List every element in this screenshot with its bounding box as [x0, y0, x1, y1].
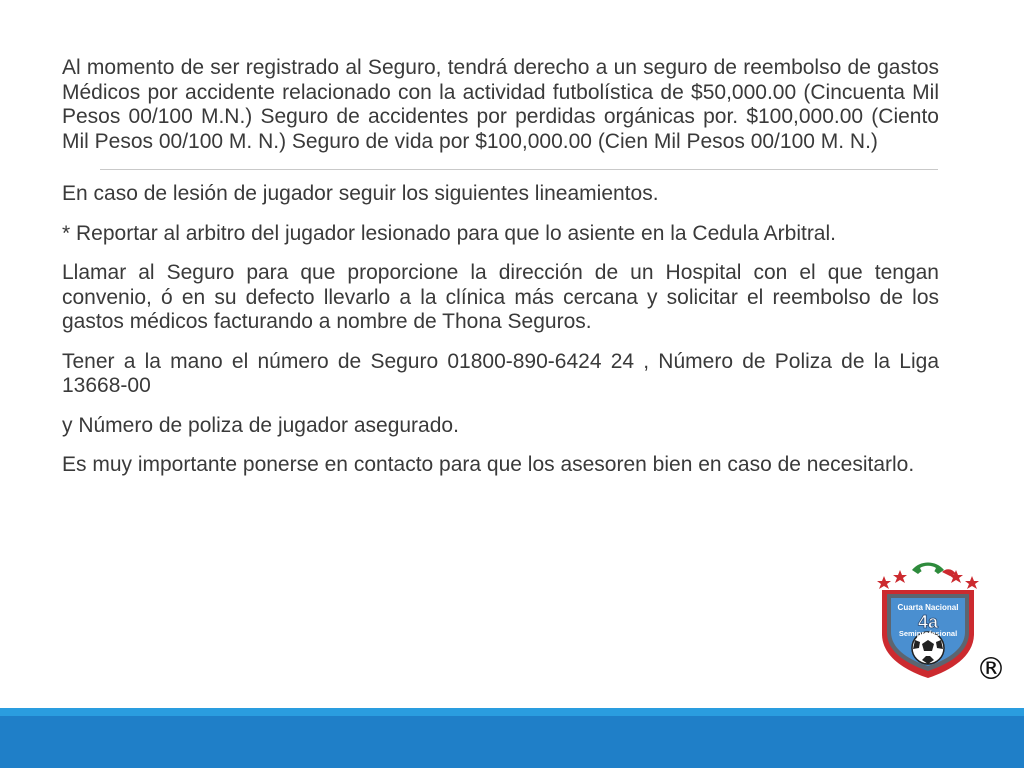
paragraph-insurance-coverage: Al momento de ser registrado al Seguro, tendrá derecho a un seguro de reembolso de gastos Médicos por accidente relacionado con la actividad futbolística de $50,000.00 (Cincuenta Mil Pesos 00/100 M.N.) Seguro de accidentes por perdidas orgánicas por. $100,000.00 (Ciento Mil Pesos 00/100 M. N.) Seguro de vida por $100,000.00 (Cien Mil Pesos 00/100 M. N.): [62, 56, 939, 153]
paragraph-contact-advice: Es muy importante ponerse en contacto para que los asesoren bien en caso de necesitarlo.: [62, 453, 915, 476]
logo-top-text: Cuarta Nacional: [897, 603, 959, 612]
footer-bar: [0, 716, 1024, 768]
slide-body: [62, 56, 939, 493]
paragraph-insurance-numbers: Tener a la mano el número de Seguro 01800-890-6424 24 , Número de Poliza de la Liga 13668-00: [62, 349, 939, 397]
paragraph-player-policy: y Número de poliza de jugador asegurado.: [62, 413, 459, 437]
paragraph-call-insurance: Llamar al Seguro para que proporcione la dirección de un Hospital con el que tengan convenio, ó en su defecto llevarlo a la clínica más cercana y solicitar el reembolso de los gastos médicos facturando a nombre de Thona Seguros.: [62, 261, 939, 333]
registered-mark: ®: [976, 652, 1006, 687]
league-shield-logo: [876, 556, 980, 680]
logo-number: 4a: [917, 612, 939, 632]
paragraph-report-referee: * Reportar al arbitro del jugador lesionado para que lo asiente en la Cedula Arbitral.: [62, 221, 836, 245]
logo-bottom-text: Semiprofesional: [898, 629, 958, 638]
stars-icon: [877, 570, 979, 589]
divider-line: [100, 169, 938, 170]
paragraph-injury-guidelines: En caso de lesión de jugador seguir los siguientes lineamientos.: [62, 182, 659, 205]
footer-accent-bar: [0, 708, 1024, 716]
